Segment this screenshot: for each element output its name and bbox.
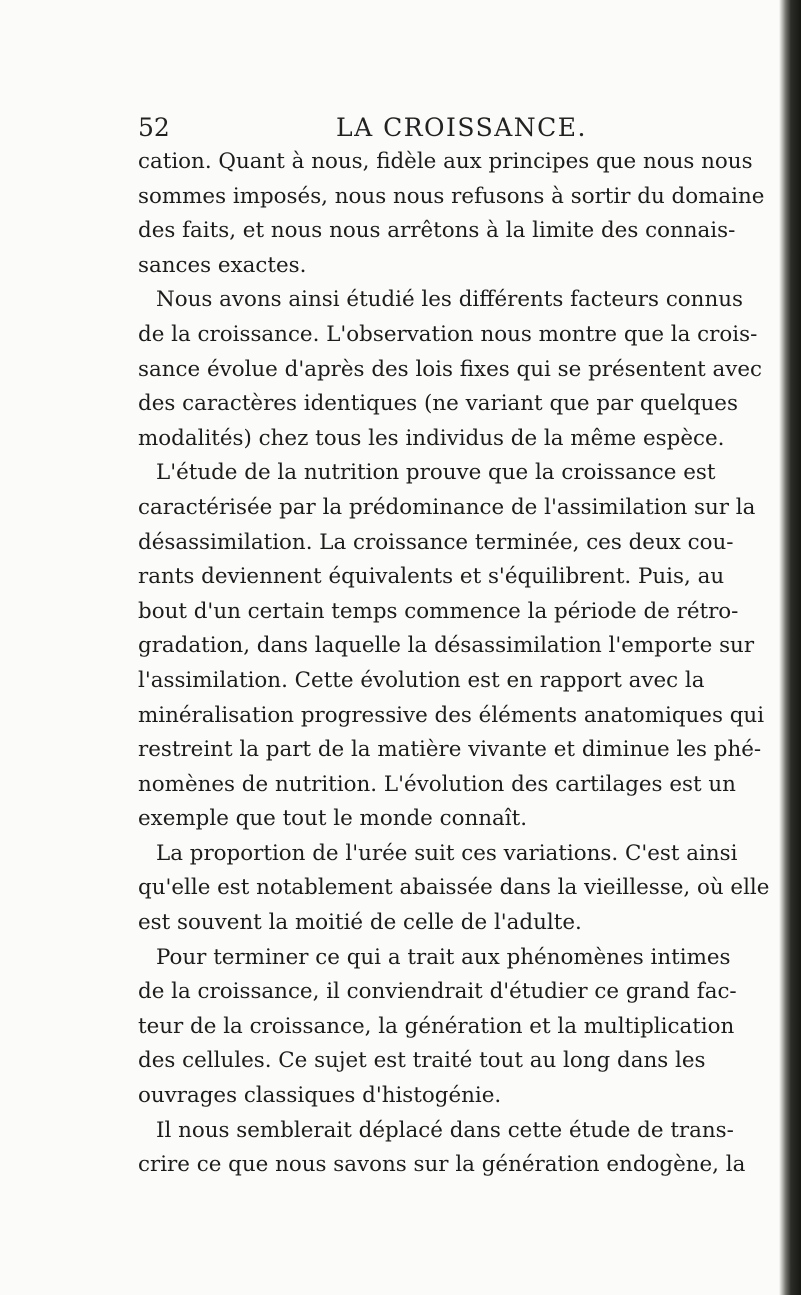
- page-number: 52: [138, 113, 170, 142]
- text-line: sances exactes.: [138, 252, 307, 278]
- page-binding-edge: [779, 0, 801, 1295]
- text-line: exemple que tout le monde connaît.: [138, 806, 528, 832]
- text-line: Il nous semblerait déplacé dans cette étude de trans-: [156, 1117, 734, 1143]
- text-line: bout d'un certain temps commence la période de rétro-: [138, 598, 739, 624]
- text-line: l'assimilation. Cette évolution est en rapport avec la: [138, 667, 705, 693]
- text-line: crire ce que nous savons sur la génération endogène, la: [138, 1152, 746, 1178]
- text-line: nomènes de nutrition. L'évolution des cartilages est un: [138, 771, 736, 797]
- text-line: L'étude de la nutrition prouve que la croissance est: [156, 460, 716, 486]
- text-line: sommes imposés, nous nous refusons à sortir du domaine: [138, 183, 765, 209]
- text-line: des cellules. Ce sujet est traité tout au long dans les: [138, 1048, 706, 1074]
- text-line: est souvent la moitié de celle de l'adulte.: [138, 910, 582, 936]
- text-line: modalités) chez tous les individus de la même espèce.: [138, 425, 725, 451]
- text-line: désassimilation. La croissance terminée, ces deux cou-: [138, 529, 734, 555]
- text-line: des caractères identiques (ne variant que par quelques: [138, 391, 738, 417]
- text-line: minéralisation progressive des éléments anatomiques qui: [138, 702, 765, 728]
- text-line: caractérisée par la prédominance de l'assimilation sur la: [138, 494, 756, 520]
- page-header: [138, 108, 698, 148]
- text-line: La proportion de l'urée suit ces variations. C'est ainsi: [156, 840, 738, 866]
- text-line: teur de la croissance, la génération et la multiplication: [138, 1013, 735, 1039]
- text-line: qu'elle est notablement abaissée dans la vieillesse, où elle: [138, 875, 770, 901]
- text-line: Nous avons ainsi étudié les différents facteurs connus: [156, 287, 743, 313]
- text-line: restreint la part de la matière vivante et diminue les phé-: [138, 737, 762, 763]
- text-line: de la croissance, il conviendrait d'étudier ce grand fac-: [138, 979, 737, 1005]
- body-text: [138, 145, 770, 1183]
- text-line: des faits, et nous nous arrêtons à la limite des connais-: [138, 218, 736, 244]
- text-line: gradation, dans laquelle la désassimilation l'emporte sur: [138, 633, 755, 659]
- text-line: ouvrages classiques d'histogénie.: [138, 1083, 502, 1109]
- text-line: sance évolue d'après des lois fixes qui se présentent avec: [138, 356, 762, 382]
- text-line: de la croissance. L'observation nous montre que la crois-: [138, 321, 758, 347]
- text-line: cation. Quant à nous, fidèle aux principes que nous nous: [138, 149, 753, 174]
- text-line: rants deviennent équivalents et s'équilibrent. Puis, au: [138, 564, 725, 590]
- running-title: LA CROISSANCE.: [336, 113, 587, 142]
- text-line: Pour terminer ce qui a trait aux phénomènes intimes: [156, 944, 731, 970]
